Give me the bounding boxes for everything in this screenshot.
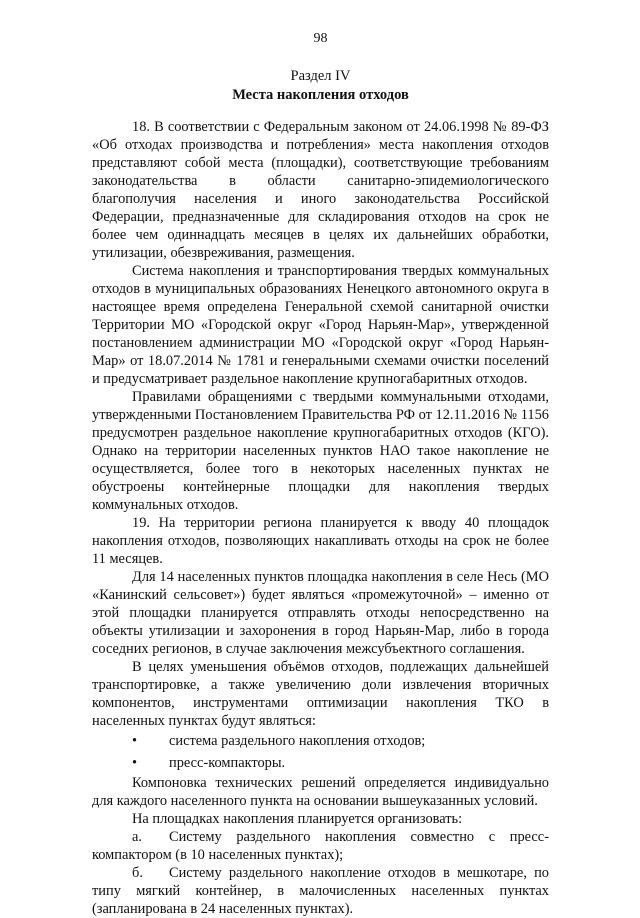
paragraph: Для 14 населенных пунктов площадка накопления в селе Несь (МО «Канинский сельсовет») будет являться «промежуточной» – именно от этой площадки планируется отправлять отходы непосредственно на объекты утилизации и захоронения в город Нарьян-Мар, либо в города соседних регионов, в случае заключения межсубъектного соглашения. xyxy=(92,569,549,657)
document-page xyxy=(92,30,549,918)
enumerated-marker: б. xyxy=(132,865,143,881)
bullet-icon: • xyxy=(132,755,138,771)
list-item-text: пресс-компакторы. xyxy=(169,755,286,771)
section-title: Места накопления отходов xyxy=(232,87,409,103)
paragraph: 19. На территории региона планируется к вводу 40 площадок накопления отходов, позволяющих накапливать отходы на срок не более 11 месяцев. xyxy=(92,515,549,567)
page-number: 98 xyxy=(313,31,328,46)
paragraph: Правилами обращениями с твердыми коммунальными отходами, утвержденными Постановлением Правительства РФ от 12.11.2016 № 1156 предусмотрен раздельное накопление крупногабаритных отходов (КГО). Однако на территории населенных пунктов НАО такое накопление не осуществляется, более того в некоторых населенных пунктах не обустроены контейнерные площадки для накопления твердых коммунальных отходов. xyxy=(92,389,549,513)
section-label: Раздел IV xyxy=(290,68,351,84)
enumerated-text: Систему раздельного накопления совместно с пресс-компактором (в 10 населенных пунктах); xyxy=(92,829,549,863)
bullet-list xyxy=(92,730,549,774)
paragraph: На площадках накопления планируется организовать: xyxy=(132,811,463,827)
list-item xyxy=(92,752,549,774)
enumerated-item xyxy=(92,828,549,864)
paragraph: В целях уменьшения объёмов отходов, подлежащих дальнейшей транспортировке, а также увеличению доли извлечения вторичных компонентов, инструментами оптимизации накопления ТКО в населенных пунктах будут являться: xyxy=(92,659,549,729)
enumerated-text: Систему раздельного накопление отходов в мешкотаре, по типу мягкий контейнер, в малочисленных населенных пунктах (запланирована в 24 населенных пунктах). xyxy=(92,865,549,917)
list-item-text: система раздельного накопления отходов; xyxy=(169,733,426,749)
enumerated-item xyxy=(92,864,549,918)
body-text-a xyxy=(92,118,549,730)
body-text-b xyxy=(92,774,549,828)
bullet-icon: • xyxy=(132,733,138,749)
enumerated-marker: а. xyxy=(132,829,142,845)
paragraph: 18. В соответствии с Федеральным законом от 24.06.1998 № 89-ФЗ «Об отходах производства и потребления» места накопления отходов представляют собой места (площадки), соответствующие требованиям законодательства в области санитарно-эпидемиологического благополучия населения и иного законодательства Российской Федерации, предназначенные для складирования отходов на срок не более чем одиннадцать месяцев в целях их дальнейших обработки, утилизации, обезвреживания, размещения. xyxy=(92,119,549,261)
list-item xyxy=(92,730,549,752)
paragraph: Система накопления и транспортирования твердых коммунальных отходов в муниципальных образованиях Ненецкого автономного округа в настоящее время определена Генеральной схемой санитарной очистки Территории МО «Городской округ «Город Нарьян-Мар», утвержденной постановлением администрации МО «Городской округ «Город Нарьян-Мар» от 18.07.2014 № 1781 и генеральными схемами очистки поселений и предусматривает раздельное накопление крупногабаритных отходов. xyxy=(92,263,549,387)
paragraph: Компоновка технических решений определяется индивидуально для каждого населенного пункта на основании вышеуказанных условий. xyxy=(92,775,549,809)
